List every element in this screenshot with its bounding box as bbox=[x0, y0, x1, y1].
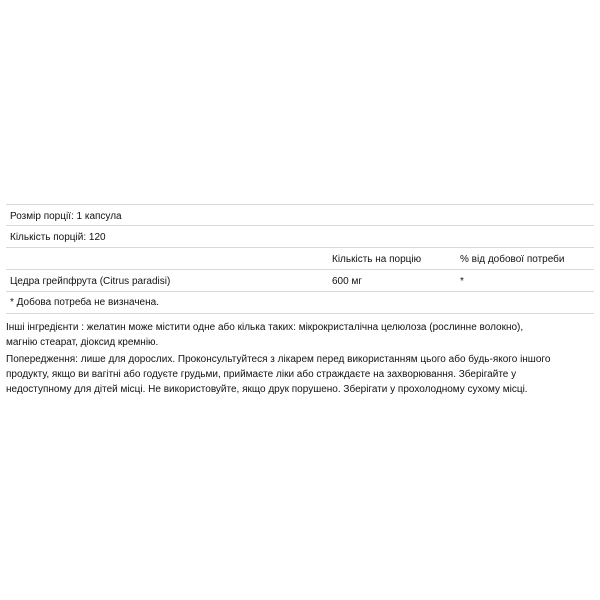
ingredient-amount: 600 мг bbox=[332, 276, 362, 287]
supplement-facts-table bbox=[6, 204, 594, 314]
table-header-row bbox=[6, 248, 594, 270]
other-ingredients-text: Інші інгредієнти : желатин може містити одне або кілька таких: мікрокристалічна целюлоза (рослинне волокно), магнію стеарат, діоксид кремнію. bbox=[6, 322, 524, 348]
ingredient-daily-value: * bbox=[460, 276, 464, 287]
serving-size-row bbox=[6, 204, 594, 226]
table-row bbox=[6, 270, 594, 292]
footnote-row bbox=[6, 292, 594, 314]
daily-value-header: % від добової потреби bbox=[460, 254, 565, 265]
servings-per-container-text: Кількість порцій: 120 bbox=[10, 232, 106, 243]
servings-per-container-row bbox=[6, 226, 594, 248]
warning-text: Попередження: лише для дорослих. Проконсультуйтеся з лікарем перед використанням цього або будь-якого іншого продукту, якщо ви вагітні або годуєте грудьми, приймаєте ліки або страждаєте на захворювання. Зберігайте у недоступному для дітей місці. Не використовуйте, якщо друк порушено. Зберігати у прохолодному сухому місці. bbox=[6, 354, 551, 395]
ingredient-name: Цедра грейпфрута (Citrus paradisi) bbox=[10, 276, 171, 287]
amount-per-serving-header: Кількість на порцію bbox=[332, 254, 422, 265]
footnote-text: * Добова потреба не визначена. bbox=[10, 297, 159, 308]
serving-size-text: Розмір порції: 1 капсула bbox=[10, 211, 122, 222]
